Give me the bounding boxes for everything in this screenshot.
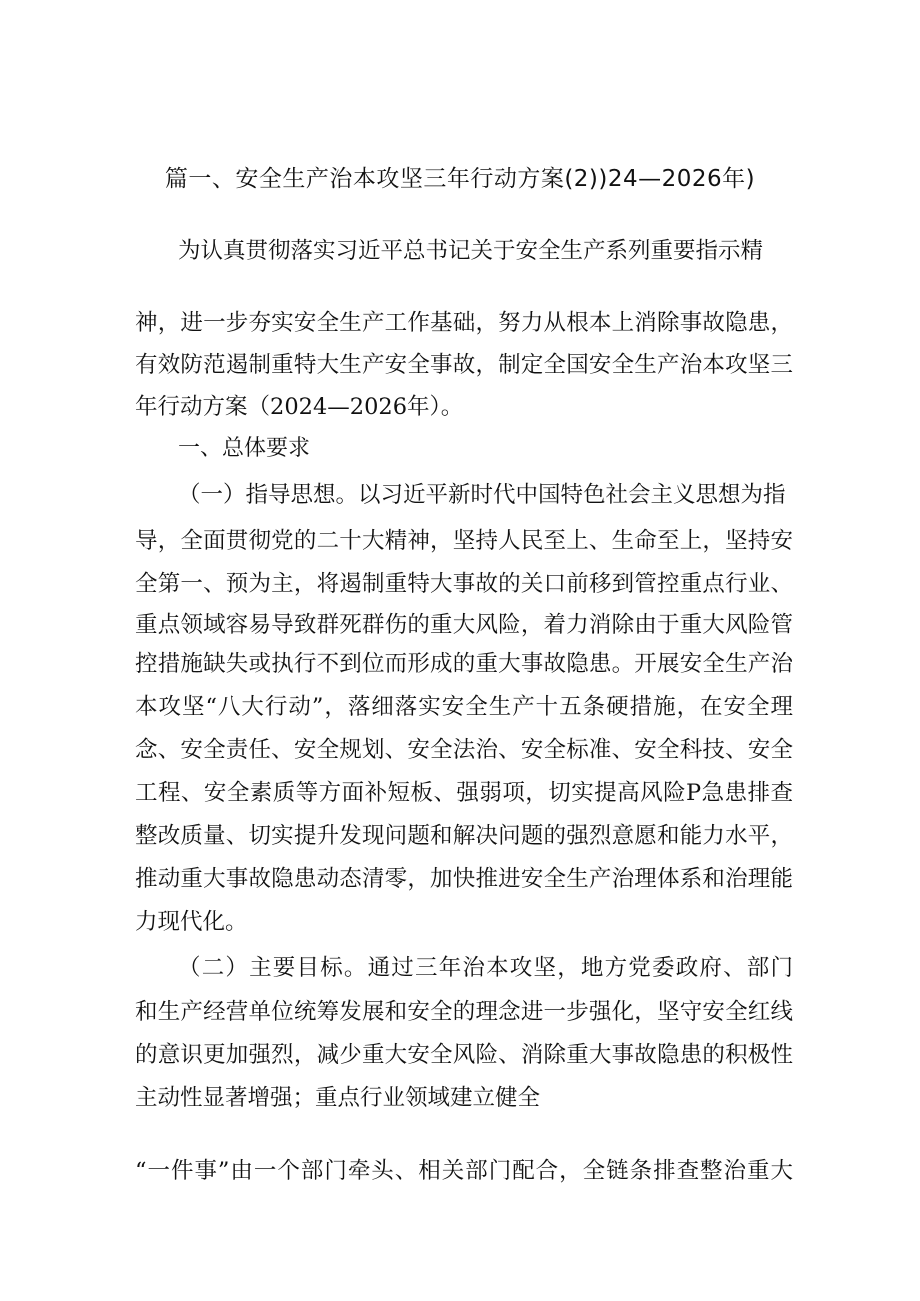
paragraph-line: （一）指导思想。以习近平新时代中国特色社会主义思想为指 (178, 482, 786, 508)
paragraph-line: 念、安全责任、安全规划、安全法治、安全标准、安全科技、安全 (135, 737, 793, 763)
paragraph-line: 力现代化。 (135, 909, 248, 935)
section-heading: 一、总体要求 (178, 436, 311, 461)
paragraph-line: 神，进一步夯实安全生产工作基础，努力从根本上消除事故隐患， (135, 310, 793, 336)
paragraph-line: “一件事”由一个部门牵头、相关部门配合，全链条排查整治重大 (135, 1158, 793, 1184)
paragraph-line: 控措施缺失或执行不到位而形成的重大事故隐患。开展安全生产治 (135, 651, 793, 677)
paragraph-line: 的意识更加强烈，减少重大安全风险、消除重大事故隐患的积极性 (135, 1042, 793, 1068)
paragraph-line: 重点领域容易导致群死群伤的重大风险，着力消除由于重大风险管 (135, 612, 793, 638)
paragraph-line: 导，全面贯彻党的二十大精神，坚持人民至上、生命至上，坚持安 (135, 528, 793, 554)
paragraph-line: 为认真贯彻落实习近平总书记关于安全生产系列重要指示精 (178, 238, 764, 264)
paragraph-line: 本攻坚“八大行动”，落细落实安全生产十五条硬措施，在安全理 (135, 694, 793, 720)
paragraph-line: 主动性显著增强；重点行业领域建立健全 (135, 1085, 541, 1111)
paragraph-line: 全第一、预为主，将遏制重特大事故的关口前移到管控重点行业、 (135, 571, 793, 597)
paragraph-line: 年行动方案（2024—2026年）。 (135, 394, 464, 420)
paragraph-line: 推动重大事故隐患动态清零，加快推进安全生产治理体系和治理能 (135, 866, 793, 892)
document-title: 篇一、安全生产治本攻坚三年行动方案(2))24—2026年) (164, 166, 756, 192)
paragraph-line: 和生产经营单位统筹发展和安全的理念进一步强化，坚守安全红线 (135, 999, 793, 1025)
paragraph-line: （二）主要目标。通过三年治本攻坚，地方党委政府、部门 (178, 955, 793, 981)
paragraph-line: 工程、安全素质等方面补短板、强弱项，切实提高风险P急患排查 (135, 780, 793, 806)
paragraph-line: 整改质量、切实提升发现问题和解决问题的强烈意愿和能力水平， (135, 823, 793, 849)
paragraph-line: 有效防范遏制重特大生产安全事故，制定全国安全生产治本攻坚三 (135, 352, 793, 378)
